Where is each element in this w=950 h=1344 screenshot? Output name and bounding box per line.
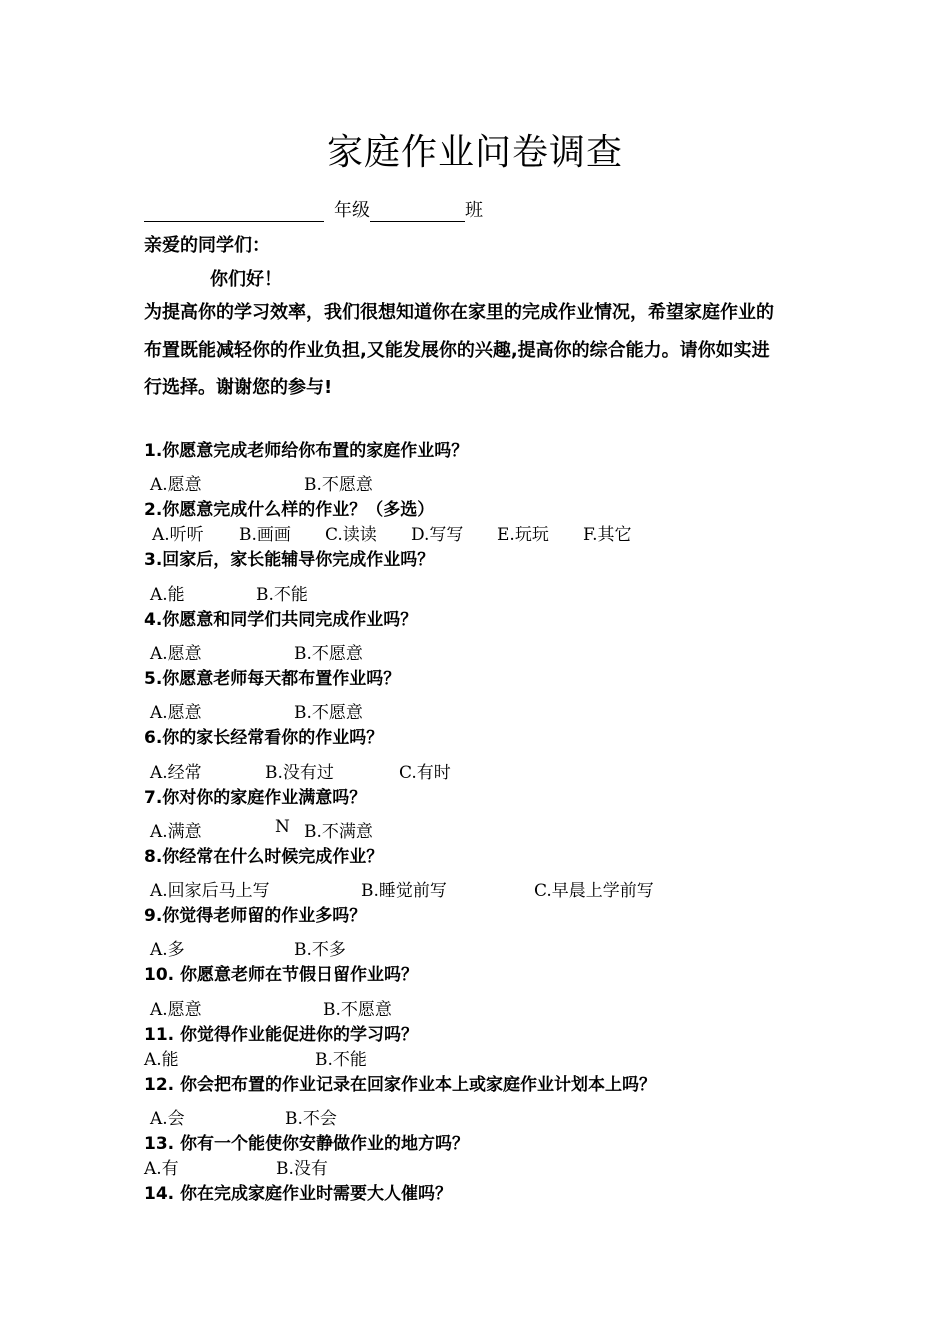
option[interactable]: B.不能 (256, 585, 308, 605)
class-label: 班 (465, 200, 483, 221)
question-text: 1.你愿意完成老师给你布置的家庭作业吗？ (144, 441, 469, 461)
option[interactable]: A.愿意 (150, 1000, 202, 1020)
question-text: 11. 你觉得作业能促进你的学习吗？ (144, 1025, 419, 1045)
option[interactable]: D.写写 (411, 525, 464, 545)
option[interactable]: B.不愿意 (294, 644, 363, 664)
question-text: 5.你愿意老师每天都布置作业吗？ (144, 669, 401, 689)
grade-blank (144, 203, 324, 222)
class-blank (370, 203, 465, 222)
option-mark: N (275, 817, 290, 837)
question-text: 14. 你在完成家庭作业时需要大人催吗？ (144, 1184, 453, 1204)
question-text: 12. 你会把布置的作业记录在回家作业本上或家庭作业计划本上吗？ (144, 1075, 657, 1095)
option[interactable]: A.有 (144, 1159, 179, 1179)
question-text: 6.你的家长经常看你的作业吗？ (144, 728, 384, 748)
option[interactable]: B.不多 (294, 940, 346, 960)
option[interactable]: E.玩玩 (497, 525, 549, 545)
greeting: 亲爱的同学们： (144, 235, 270, 256)
option[interactable]: A.能 (144, 1050, 179, 1070)
question-text: 2.你愿意完成什么样的作业？（多选） (144, 500, 435, 520)
page-title: 家庭作业问卷调查 (326, 132, 623, 173)
question-text: 7.你对你的家庭作业满意吗？ (144, 788, 367, 808)
question-text: 9.你觉得老师留的作业多吗？ (144, 906, 367, 926)
question-text: 4.你愿意和同学们共同完成作业吗？ (144, 610, 418, 630)
option[interactable]: C.早晨上学前写 (534, 881, 654, 901)
option[interactable]: A.满意 (150, 822, 202, 842)
option[interactable]: B.不能 (315, 1050, 367, 1070)
intro-line: 布置既能减轻你的作业负担,又能发展你的兴趣,提高你的综合能力。请你如实进 (144, 340, 770, 361)
question-text: 13. 你有一个能使你安静做作业的地方吗？ (144, 1134, 470, 1154)
option[interactable]: A.多 (150, 940, 185, 960)
option[interactable]: B.睡觉前写 (361, 881, 447, 901)
intro-line: 为提高你的学习效率，我们很想知道你在家里的完成作业情况，希望家庭作业的 (144, 302, 774, 323)
option[interactable]: A.听听 (152, 525, 204, 545)
option[interactable]: B.不愿意 (294, 703, 363, 723)
option[interactable]: B.没有过 (265, 763, 334, 783)
question-text: 8.你经常在什么时候完成作业？ (144, 847, 384, 867)
option[interactable]: B.不愿意 (304, 475, 373, 495)
grade-label: 年级 (334, 200, 370, 221)
intro-line: 行选择。谢谢您的参与! (144, 377, 333, 398)
option[interactable]: A.能 (150, 585, 185, 605)
option[interactable]: B.不会 (285, 1109, 337, 1129)
option[interactable]: C.有时 (399, 763, 451, 783)
option[interactable]: B.没有 (276, 1159, 328, 1179)
option[interactable]: A.会 (150, 1109, 185, 1129)
option[interactable]: A.愿意 (150, 475, 202, 495)
option[interactable]: A.经常 (150, 763, 202, 783)
hello: 你们好！ (210, 269, 282, 290)
option[interactable]: B.不愿意 (323, 1000, 392, 1020)
option[interactable]: B.画画 (239, 525, 291, 545)
option[interactable]: F.其它 (583, 525, 632, 545)
question-text: 3.回家后，家长能辅导你完成作业吗？ (144, 550, 435, 570)
option[interactable]: C.读读 (325, 525, 377, 545)
option[interactable]: B.不满意 (304, 822, 373, 842)
option[interactable]: A.回家后马上写 (150, 881, 270, 901)
question-text: 10. 你愿意老师在节假日留作业吗？ (144, 965, 419, 985)
option[interactable]: A.愿意 (150, 644, 202, 664)
option[interactable]: A.愿意 (150, 703, 202, 723)
grade-class-line (144, 196, 483, 222)
